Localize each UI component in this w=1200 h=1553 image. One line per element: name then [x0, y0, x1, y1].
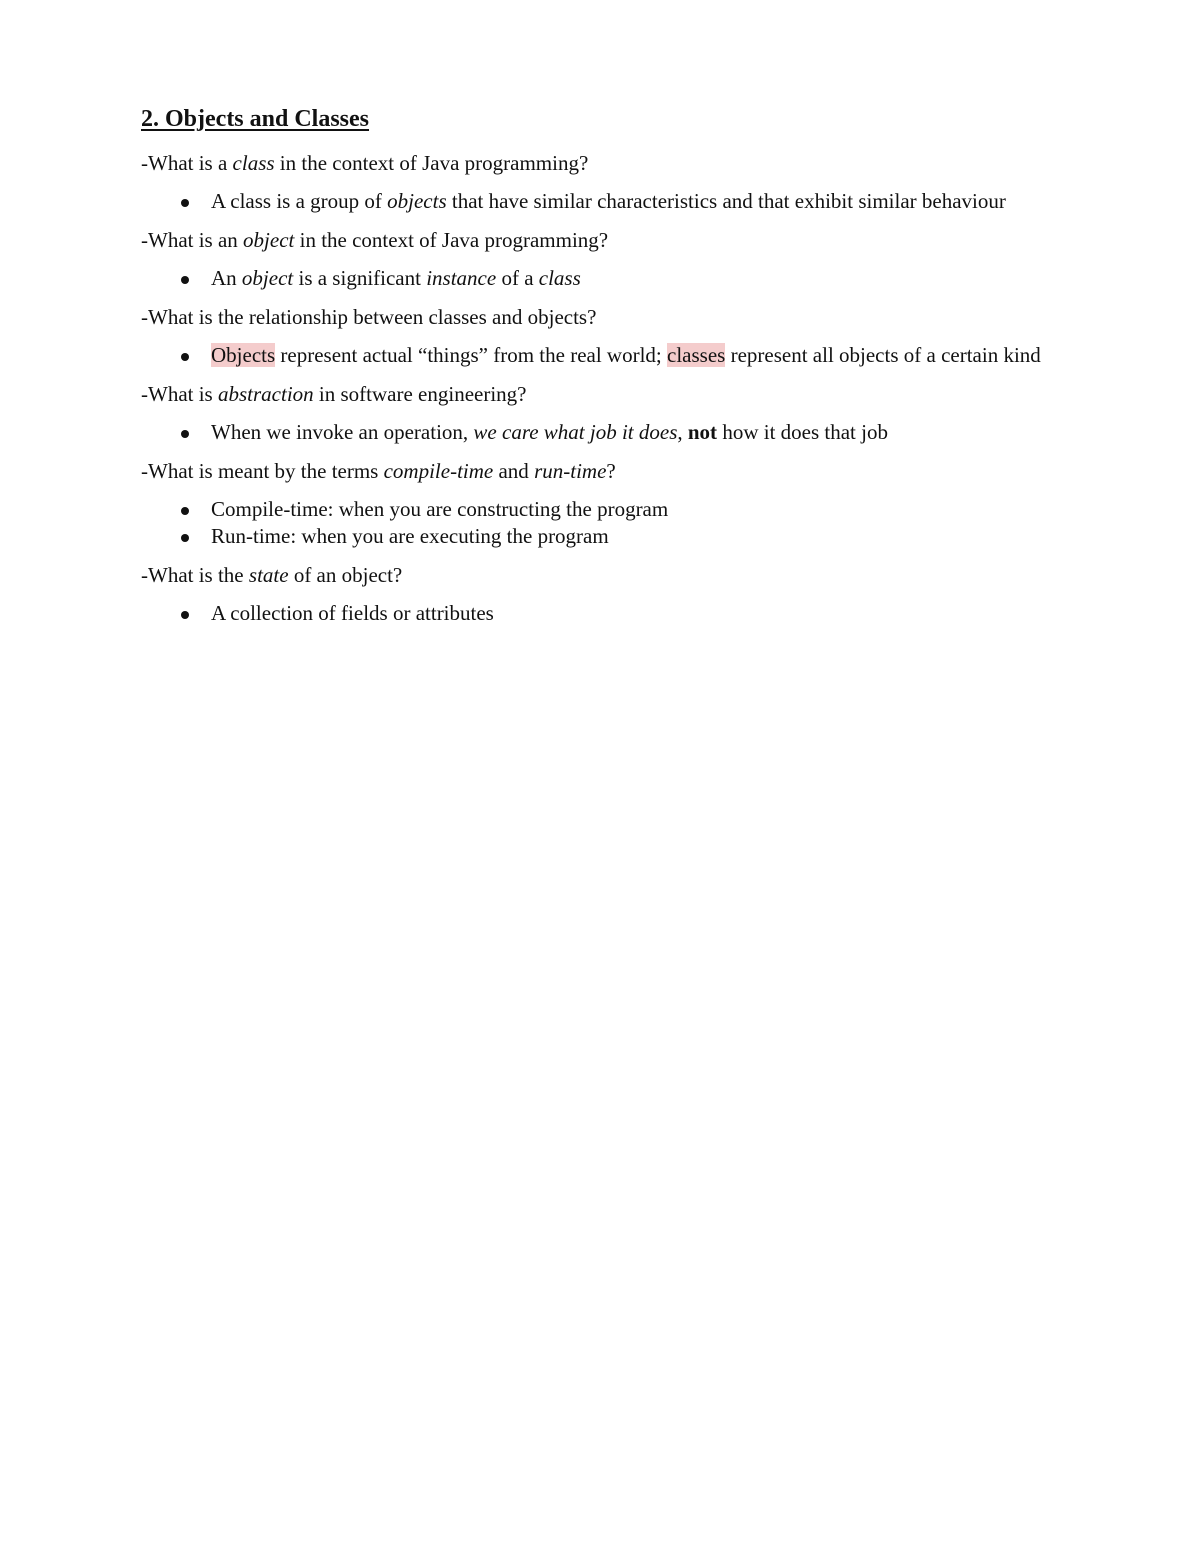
question-text: -What is the relationship between classes and objects?: [141, 305, 597, 329]
answer-text: ,: [677, 420, 688, 444]
answer-list: [141, 600, 1041, 627]
question-text: ?: [606, 459, 616, 483]
question-term: state: [248, 563, 289, 587]
list-item: [141, 265, 1041, 292]
bullet-icon: [181, 276, 189, 284]
answer-list: [141, 419, 1041, 446]
list-item: [141, 496, 1041, 523]
highlighted-term: classes: [667, 343, 726, 367]
section-heading: 2. Objects and Classes: [141, 106, 370, 132]
question-text: in the context of Java programming?: [274, 151, 589, 175]
question-text: -What is the: [141, 563, 249, 587]
list-item: [141, 188, 1041, 215]
bullet-icon: [181, 199, 189, 207]
answer-term: instance: [426, 266, 497, 290]
bullet-icon: [181, 507, 189, 515]
question-abstraction: [141, 381, 1041, 408]
answer-text: is a significant: [293, 266, 427, 290]
answer-term: object: [241, 266, 294, 290]
answer-text: how it does that job: [717, 420, 888, 444]
list-item: [141, 600, 1041, 627]
question-text: -What is: [141, 382, 218, 406]
question-class: [141, 150, 1041, 177]
question-text: in the context of Java programming?: [294, 228, 609, 252]
question-text: and: [493, 459, 535, 483]
question-relationship: [141, 304, 1041, 331]
question-text: -What is an: [141, 228, 244, 252]
answer-text: that have similar characteristics and that exhibit similar behaviour: [446, 189, 1006, 213]
answer-emphasis: we care what job it does: [473, 420, 678, 444]
list-item: [141, 419, 1041, 446]
answer-text: A class is a group of: [211, 189, 388, 213]
answer-text: Run-time: when you are executing the program: [211, 524, 609, 548]
question-text: -What is meant by the terms: [141, 459, 384, 483]
question-term: run-time: [534, 459, 607, 483]
answer-term: class: [538, 266, 581, 290]
answer-text: A collection of fields or attributes: [211, 601, 494, 625]
bullet-icon: [181, 534, 189, 542]
bullet-icon: [181, 353, 189, 361]
answer-text: An: [211, 266, 242, 290]
answer-text: of a: [496, 266, 539, 290]
question-compile-run-time: [141, 458, 1041, 485]
answer-list: [141, 342, 1041, 369]
list-item: [141, 342, 1041, 369]
bullet-icon: [181, 611, 189, 619]
answer-list: [141, 496, 1041, 550]
highlighted-term: Objects: [211, 343, 276, 367]
question-state: [141, 562, 1041, 589]
question-term: class: [232, 151, 275, 175]
question-term: abstraction: [217, 382, 314, 406]
answer-bold: not: [687, 420, 718, 444]
answer-text: represent actual “things” from the real world;: [275, 343, 667, 367]
question-term: object: [243, 228, 295, 252]
question-text: of an object?: [288, 563, 403, 587]
question-term: compile-time: [383, 459, 494, 483]
answer-text: Compile-time: when you are constructing the program: [211, 497, 669, 521]
answer-term: objects: [387, 189, 447, 213]
bullet-icon: [181, 430, 189, 438]
question-text: in software engineering?: [313, 382, 527, 406]
answer-list: [141, 265, 1041, 292]
question-text: -What is a: [141, 151, 233, 175]
document-content: [141, 104, 1041, 639]
list-item: [141, 523, 1041, 550]
answer-text: represent all objects of a certain kind: [725, 343, 1041, 367]
answer-list: [141, 188, 1041, 215]
answer-text: When we invoke an operation,: [211, 420, 474, 444]
question-object: [141, 227, 1041, 254]
